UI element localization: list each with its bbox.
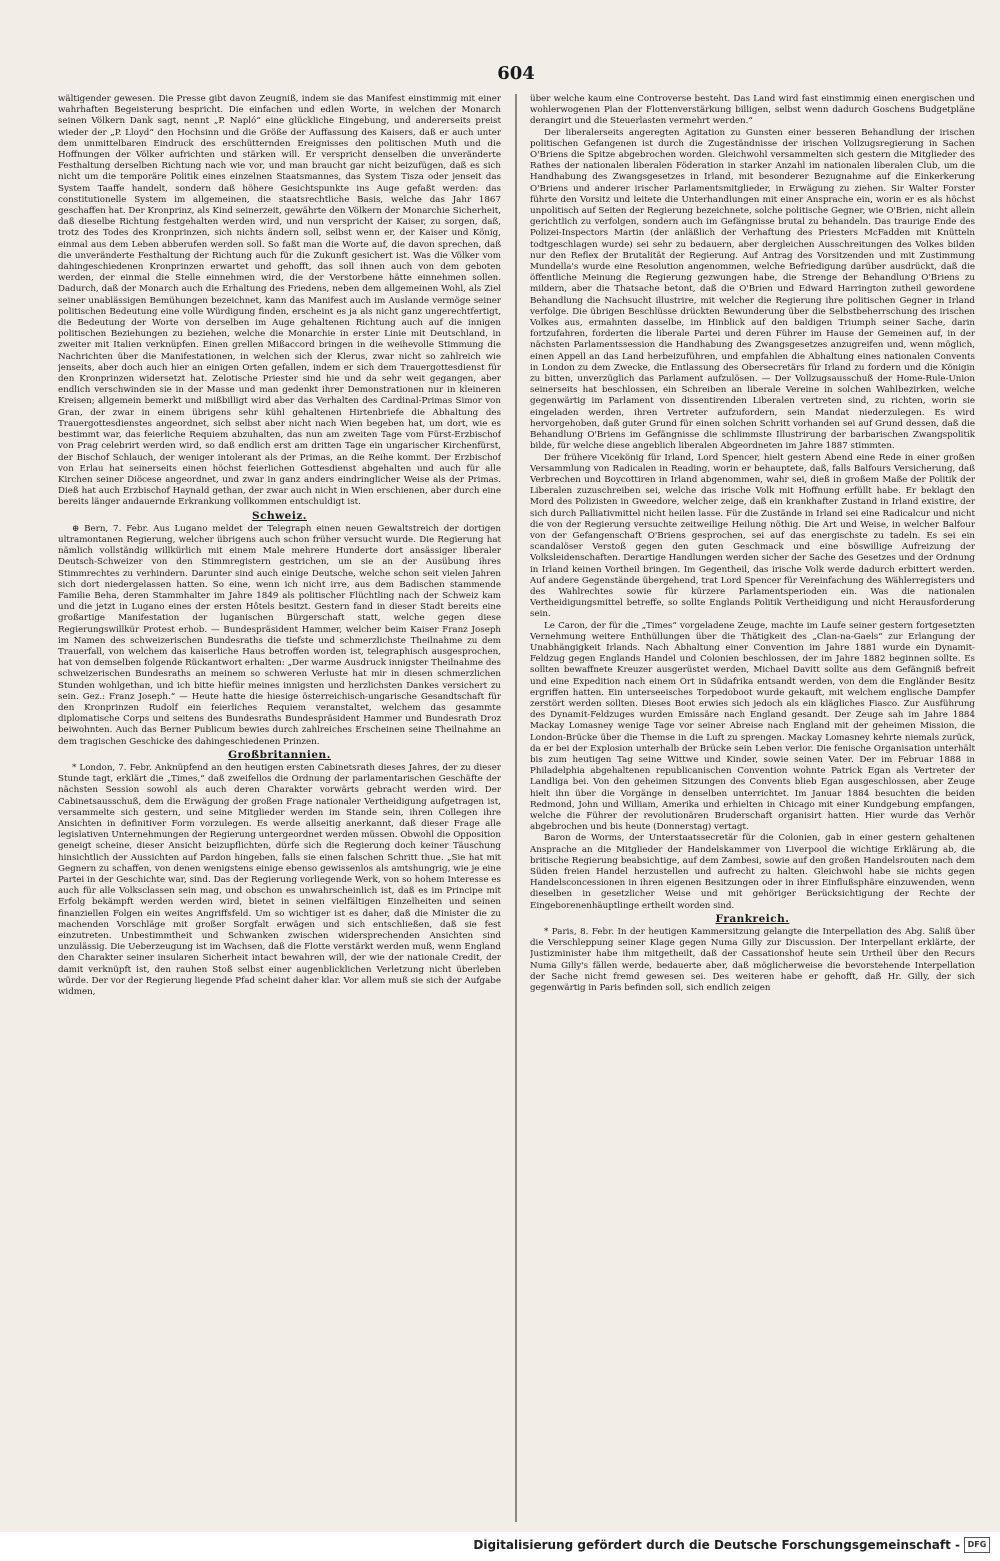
section-heading-schweiz: Schweiz. xyxy=(252,509,307,522)
article-paragraph: ⊕ Bern, 7. Febr. Aus Lugano meldet der Telegraph einen neuen Gewaltstreich der dortigen ultramontanen Regierung, welcher übrigens auch schon früher versucht wurde. Die Regierung hat nämlich vollständig willkürlich mit einem Male mehrere Hunderte dort ansässiger liberaler Deutsch-Schweizer von den Stimmregistern gestrichen, um sie an der Ausübung ihres Stimmrechtes zu verhindern. Darunter sind auch einige Deutsche, welche schon seit vielen Jahren sich dort niedergelassen hatten. So eine, wenn ich nicht irre, aus dem Badischen stammende Familie Beha, deren Stammhalter im Jahre 1849 als politischer Flüchtling nach der Schweiz kam und die jetzt in Lugano eines der ersten Hôtels besitzt. Gestern fand in dieser Stadt bereits eine großartige Manifestation der luganischen Bürgerschaft statt, welche gegen diese Regierungswillkür Protest erhob. — Bundespräsident Hammer, welcher beim Kaiser Franz Joseph im Namen des schweizerischen Bundesraths die tiefste und schmerzlichste Theilnahme zu dem Trauerfall, von welchem das kaiserliche Haus betroffen worden ist, telegraphisch ausgesprochen, hat von demselben folgende Rückantwort erhalten: „Der warme Ausdruck innigster Theilnahme des schweizerischen Bundesraths an meinem so schweren Verluste hat mir in diesen schmerzlichen Stunden wohlgethan, und ich bitte hiefür meines innigsten und herzlichsten Dankes versichert zu sein. Gez.: Franz Joseph.“ — Heute hatte die hiesige österreichisch-ungarische Gesandtschaft für den Kronprinzen Rudolf ein feierliches Requiem veranstaltet, welchem das gesammte diplomatische Corps und seitens des Bundesraths Bundespräsident Hammer und Bundesrath Droz beiwohnten. Auch das Berner Publicum bewies durch zahlreiches Erscheinen seine Theilnahme an dem tragischen Geschicke des dahingeschiedenen Prinzen. xyxy=(58,523,501,747)
article-paragraph: wältigender gewesen. Die Presse gibt davon Zeugniß, indem sie das Manifest einstimmig mit einer wahrhaften Begeisterung bespricht. Die einfachen und edlen Worte, in welchen der Monarch seinen Völkern Dank sagt, nennt „P. Napló“ eine glückliche Eingebung, und andererseits preist wieder der „P. Lloyd“ den Hochsinn und die Größe der Auffassung des Kaisers, daß er auch unter dem unmittelbaren Eindruck des erschütternden Ereignisses den politischen Muth und die Hoffnungen der Völker aufrichten und stärken will. Er verspricht denselben die unveränderte Festhaltung derselben Richtung nach wie vor, und man braucht gar nicht beizufügen, daß es sich nicht um die temporäre Politik eines einzelnen Staatsmannes, das System Tisza oder jenseit das System Taaffe handelt, sondern daß höhere Gesichtspunkte ins Auge gefaßt werden: das constitutionelle System im allgemeinen, die staatsrechtliche Basis, welche das Jahr 1867 geschaffen hat. Der Kronprinz, als Kind seinerzeit, gewährte den Völkern der Monarchie Sicherheit, daß dieselbe Richtung festgehalten werden wird, und nun verspricht der Kaiser, zu sorgen, daß, trotz des Todes des Kronprinzen, sich nichts ändern soll, selbst wenn er, der Kaiser und König, einmal aus dem Leben abberufen werden soll. So faßt man die Worte auf, die davon sprechen, daß die unveränderte Festhaltung der Richtung auch für die Zukunft gesichert ist. Was die Völker vom dahingeschiedenen Kronprinzen erwartet und gehofft, das soll ihnen auch von dem geboten werden, der einmal die Stelle einnehmen wird, die der Verstorbene hätte einnehmen sollen. Dadurch, daß der Monarch auch die Erhaltung des Friedens, neben dem allgemeinen Wohl, als Ziel seiner unablässigen Bemühungen bezeichnet, kann das Manifest auch im Auslande vermöge seiner politischen Bedeutung eine volle Würdigung finden, erscheint es ja als nicht ganz ungerechtfertigt, die Bedeutung der Worte von derselben im Auge gehaltenen Richtung auch auf die innigen politischen Beziehungen zu beziehen, welche die Monarchie in erster Linie mit Deutschland, in zweiter mit Italien verknüpfen. Einen grellen Mißaccord bringen in die weihevolle Stimmung die Nachrichten über die Manifestationen, in welchen sich der Klerus, zwar nicht so zahlreich wie jenseits, aber doch auch hier an einigen Orten gefallen, indem er sich dem Trauergottesdienst für den Kronprinzen widersetzt hat. Zelotische Priester sind hie und da sehr weit gegangen, aber endlich verschwinden sie in der Masse und man gedenkt ihrer Demonstrationen nur in kleineren Kreisen; allgemein bemerkt und mißbilligt wird aber das Verhalten des Cardinal-Primas Simor von Gran, der zwar in einem übrigens sehr kühl gehaltenen Hirtenbriefe die Abhaltung des Trauergottesdienstes angeordnet, sich selbst aber nicht nach Wien begeben hat, um dort, wie es bestimmt war, das feierliche Requiem abzuhalten, das nun am zweiten Tage vom Fürst-Erzbischof von Prag celebrirt werden wird, so daß endlich erst am dritten Tage ein ungarischer Kirchenfürst, der Bischof Schlauch, der weniger intolerant als der Primas, an die Reihe kommt. Der Erzbischof von Erlau hat seinerseits einen höchst feierlichen Gottesdienst abgehalten und auch für alle Kirchen seiner Diöcese angeordnet, und zwar in ganz anders eindringlicher Weise als der Primas. Dieß hat auch Erzbischof Haynald gethan, der zwar auch nicht in Wien erschienen, aber durch eine bereits länger andauernde Erkrankung vollkommen entschuldigt ist. xyxy=(58,94,501,508)
left-column xyxy=(58,94,501,1522)
article-paragraph: * London, 7. Febr. Anknüpfend an den heutigen ersten Cabinetsrath dieses Jahres, der zu dieser Stunde tagt, erklärt die „Times,“ daß zweifellos die Ordnung der parlamentarischen Geschäfte der nächsten Session sowohl als auch deren Charakter vorwärts gebracht werden wird. Der Cabinetsausschuß, dem die Erwägung der großen Frage nationaler Vertheidigung aufgetragen ist, versammelte sich gestern, und seine Mitglieder werden im Stande sein, ihren Collegen ihre Ansichten in definitiver Form vorzulegen. Es werde allseitig anerkannt, daß dieser Frage alle legislativen Unternehmungen der Regierung untergeordnet werden müssen. Obwohl die Opposition geneigt scheine, dieser Ansicht beizupflichten, dürfe sich die Regierung doch keiner Täuschung hinsichtlich der Aussichten auf Pardon hingeben, falls sie einen falschen Schritt thue. „Sie hat mit Gegnern zu schaffen, von denen wenigstens einige ebenso gewissenlos als amtshungrig, wie je eine Partei in der Geschichte war, sind. Das der Regierung vorliegende Werk, von so hohem Interesse es auch für alle Volksclassen sein mag, und obschon es unwahrscheinlich ist, daß es im Principe mit Erfolg bekämpft werden werden wird, bietet in seinen vielfältigen Einzelheiten und seinen finanziellen Folgen ein weites Angriffsfeld. Um so wichtiger ist es daher, daß die Minister die zu machenden Vorschläge mit großer Sorgfalt erwägen und sich entschließen, daß sie fest einzutreten. Unbestimmtheit und Schwanken zwischen widersprechenden Ansichten sind unzulässig. Die Ueberzeugung ist im Wachsen, daß die Flotte verstärkt werden muß, wenn England den Charakter seiner insularen Sicherheit intact bewahren will, der wie der nationale Credit, der damit verknüpft ist, den rauhen Stoß selbst einer augenblicklichen Verletzung nicht überleben würde. Der vor der Regierung liegende Pfad scheint daher klar. Vor allem muß sie sich der Aufgabe widmen, xyxy=(58,762,501,998)
section-heading-grossbritannien: Großbritannien. xyxy=(228,748,331,761)
article-paragraph: Le Caron, der für die „Times“ vorgeladene Zeuge, machte im Laufe seiner gestern fortgesetzten Vernehmung weitere Enthüllungen über die Thätigkeit des „Clan-na-Gaels“ zur Erlangung der Unabhängigkeit Irlands. Nach Abhaltung einer Convention im Jahre 1881 wurde ein Dynamit-Feldzug gegen Englands Handel und Colonien beschlossen, der im Jahre 1882 beginnen sollte. Es sollten bewaffnete Kreuzer ausgerüstet werden, Michael Davitt sollte aus dem Gefängniß befreit und eine Expedition nach einem Ort in Südafrika entsandt werden, von dem die Engländer Besitz ergriffen hatten. Ein unterseeisches Torpedoboot wurde gekauft, mit welchem englische Dampfer zerstört werden sollten. Dieses Boot erwies sich jedoch als ein klägliches Fiasco. Zur Ausführung des Dynamit-Feldzuges wurden Emissäre nach England gesandt. Der Zeuge sah im Jahre 1884 Mackay Lomasney wenige Tage vor seiner Abreise nach England mit der geheimen Mission, die London-Brücke über die Themse in die Luft zu sprengen. Mackay Lomasney kehrte niemals zurück, da er bei der Explosion unterhalb der Brücke sein Leben verlor. Die fenische Organisation unterhält bis zum heutigen Tag seine Wittwe und Kinder, sowie seinen Vater. Der im Februar 1888 in Philadelphia abgehaltenen republicanischen Convention wohnte Patrick Egan als Vertreter der Landliga bei. Von den geheimen Sitzungen des Convents blieb Egan ausgeschlossen, aber Zeuge hielt ihn über die Vorgänge in denselben unterrichtet. Im Januar 1884 besuchten die beiden Redmond, John und William, Amerika und erhielten in Chicago mit einer Kundgebung empfangen, welche die Führer der revolutionären Bruderschaft organisirt hatten. Hier wurde das Verhör abgebrochen und bis heute (Donnerstag) vertagt. xyxy=(530,620,975,833)
article-paragraph: Baron de Worms, der Unterstaatssecretär für die Colonien, gab in einer gestern gehaltenen Ansprache an die Mitglieder der Handelskammer von Liverpool die wichtige Erklärung ab, die britische Regierung beabsichtige, auf dem Zambesi, sowie auf den großen Handelsrouten nach dem Süden freien Handel herzustellen und aufrecht zu halten. Gleichwohl habe sie nichts gegen Handelsconcessionen in ihren eigenen Besitzungen oder in ihrer Einflußsphäre einzuwenden, wenn dieselben in gesetzlicher Weise und mit gehöriger Berücksichtigung der Rechte der Eingeborenenhäuptlinge ertheilt worden sind. xyxy=(530,833,975,911)
footer-credit: Digitalisierung gefördert durch die Deutsche Forschungsgemeinschaft - xyxy=(473,1538,960,1552)
page-number: 604 xyxy=(497,63,535,84)
column-divider xyxy=(515,94,517,1522)
article-paragraph: * Paris, 8. Febr. In der heutigen Kammersitzung gelangte die Interpellation des Abg. Saliß über die Verschleppung seiner Klage gegen Numa Gilly zur Discussion. Der Interpellant erklärte, der Justizminister habe ihm mitgetheilt, daß der Cassationshof heute sein Urtheil über den Recurs Numa Gilly's fällen werde, bedauerte aber, daß möglicherweise die bevorstehende Interpellation der Sache nicht fremd gewesen sei. Des weiteren habe er gehofft, daß Hr. Gilly, der sich gegenwärtig in Paris befinden soll, sich endlich zeigen xyxy=(530,927,975,994)
right-column xyxy=(530,94,975,1522)
section-heading-frankreich: Frankreich. xyxy=(715,912,790,925)
article-paragraph: über welche kaum eine Controverse besteht. Das Land wird fast einstimmig einen energischen und wohlerwogenen Plan der Flottenverstärkung billigen, selbst wenn dadurch Goschens Budgetpläne derangirt und die Steuerlasten vermehrt werden.“ xyxy=(530,94,975,127)
article-paragraph: Der liberalerseits angeregten Agitation zu Gunsten einer besseren Behandlung der irischen politischen Gefangenen ist durch die Zugeständnisse der irischen Vollzugsregierung in Sachen O'Briens die Spitze abgebrochen worden. Gleichwohl versammelten sich gestern die Mitglieder des Rathes der nationalen liberalen Föderation in starker Anzahl im nationalen liberalen Club, um die Handhabung des Zwangsgesetzes in Irland, mit besonderer Bezugnahme auf die Einkerkerung O'Briens und anderer irischer Parlamentsmitglieder, in Erwägung zu ziehen. Sir Walter Forster führte den Vorsitz und leitete die Unterhandlungen mit einer Ansprache ein, worin er es als höchst unpolitisch auf Seiten der Regierung bezeichnete, solche politische Gegner, wie O'Brien, nicht allein gerichtlich zu verfolgen, sondern auch im Gefängnisse brutal zu behandeln. Das traurige Ende des Polizei-Inspectors Martin (der anläßlich der Verhaftung des Priesters McFadden mit Knütteln todtgeschlagen wurde) sei sehr zu bedauern, aber dergleichen Ausschreitungen des Volkes bilden nur den Reflex der Brutalität der Regierung. Auf Antrag des Vorsitzenden und mit Zustimmung Mundella's wurde eine Resolution angenommen, welche Befriedigung darüber ausdrückt, daß die öffentliche Meinung die Regierung gezwungen habe, die Strenge der Behandlung O'Briens zu mildern, aber die Thatsache betont, daß die O'Brien und Edward Harrington zutheil gewordene Behandlung die Nachsucht illustrire, mit welcher die Regierung ihre politischen Gegner in Irland verfolge. Die übrigen Beschlüsse drückten Bewunderung über die Selbstbeherrschung des irischen Volkes aus, ermahnten dasselbe, im Hinblick auf den baldigen Triumph seiner Sache, darin fortzufahren, forderten die liberale Partei und deren Führer im Hause der Gemeinen auf, in der nächsten Parlamentssession die Handhabung des Zwangsgesetzes anzugreifen und, wenn möglich, einen Appell an das Land herbeizuführen, und empfahlen die Abhaltung eines nationalen Convents in London zu dem Zwecke, die Entlassung des Obersecretärs für Irland zu fordern und die Königin zu bitten, unverzüglich das Parlament aufzulösen. — Der Vollzugsausschuß der Home-Rule-Union seinerseits hat beschlossen, ein Schreiben an liberale Vereine in solchen Wahlbezirken, welche gegenwärtig im Parlament von dissentirenden Liberalen vertreten sind, zu richten, worin sie eingeladen werden, ihren Vertreter aufzufordern, sein Mandat niederzulegen. Es wird hervorgehoben, daß guter Grund für einen solchen Schritt vorhanden sei auf Grund dessen, daß die Behandlung O'Briens im Gefängnisse die schlimmste Illustrirung der barbarischen Zwangspolitik bilde, für welche diese angeblich liberalen Abgeordneten im Jahre 1887 stimmten. xyxy=(530,127,975,452)
article-paragraph: Der frühere Vicekönig für Irland, Lord Spencer, hielt gestern Abend eine Rede in einer großen Versammlung von Radicalen in Reading, worin er behauptete, daß, falls Balfours Versicherung, daß Verbrechen und Boycottiren in Irland abgenommen, wahr sei, dieß in großem Maße der Politik der Liberalen zuzuschreiben sei, welche das irische Volk mit Hoffnung erfüllt habe. Er beklagt den Mord des Polizisten in Gweedore, welcher zeige, daß ein krankhafter Zustand in Irland existire, der sich durch Palliativmittel nicht heilen lasse. Für die Zustände in Irland sei eine Radicalcur und nicht die von der Regierung versuchte zeitweilige Heilung nöthig. Die Art und Weise, in welcher Balfour von der Gefangenschaft O'Briens gesprochen, sei auf das energischste zu tadeln. Es sei ein scandalöser Verstoß gegen den guten Geschmack und eine böswillige Aufreizung der Volksleidenschaften. Derartige Handlungen werden sicher der Sache des Gesetzes und der Ordnung in Irland keinen Vortheil bringen. Im Gegentheil, das irische Volk werde dadurch erbittert werden. Auf andere Gegenstände übergehend, trat Lord Spencer für Vereinfachung des Wählerregisters und des Wahlrechtes sowie für kürzere Parlamentsperioden ein. Was die nationalen Vertheidigungsmittel betreffe, so sollte Englands Politik Vertheidigung und nicht Herausforderung sein. xyxy=(530,452,975,620)
dfg-logo-icon: DFG xyxy=(964,1537,990,1553)
